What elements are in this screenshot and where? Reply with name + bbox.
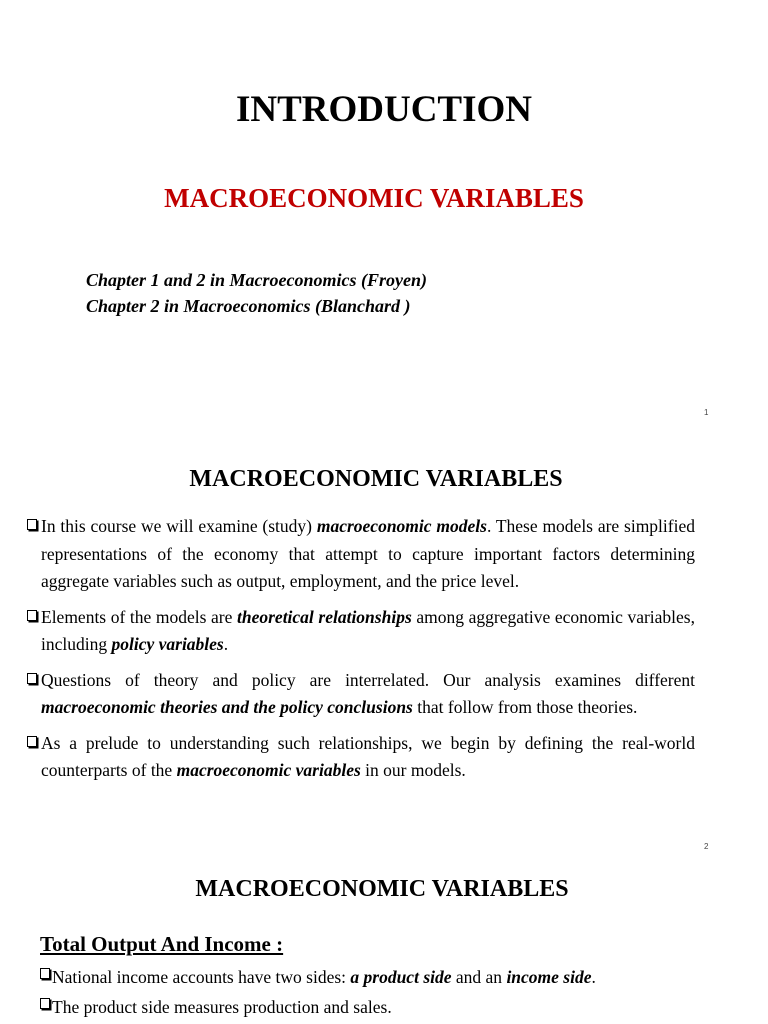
slide1-subtitle: MACROECONOMIC VARIABLES — [164, 183, 584, 213]
list-item: Elements of the models are theoretical relationships among aggregative economic variables, including policy variables. — [27, 604, 695, 659]
checkbox-bullet-icon — [27, 673, 37, 684]
section-heading: Total Output And Income : — [40, 932, 284, 956]
page-number-2: 2 — [704, 842, 709, 851]
slide3-bullet-list — [40, 962, 740, 1022]
page-number-1: 1 — [704, 408, 709, 417]
checkbox-bullet-icon — [40, 998, 50, 1009]
reference-froyen: Chapter 1 and 2 in Macroeconomics (Froyen) — [86, 270, 428, 290]
slide3-title: MACROECONOMIC VARIABLES — [195, 876, 569, 902]
checkbox-bullet-icon — [27, 610, 37, 621]
checkbox-bullet-icon — [27, 519, 37, 530]
list-item: In this course we will examine (study) macroeconomic models. These models are simplified representations of the economy that attempt to capture important factors determining aggregate variables such as output, employment, and the price level. — [27, 513, 695, 596]
list-item: National income accounts have two sides: a product side and an income side. — [40, 962, 740, 992]
checkbox-bullet-icon — [40, 968, 50, 979]
slide1-title: INTRODUCTION — [235, 89, 533, 130]
list-item: As a prelude to understanding such relationships, we begin by defining the real-world counterparts of the macroeconomic variables in our models. — [27, 730, 695, 785]
slide2-title: MACROECONOMIC VARIABLES — [189, 466, 563, 492]
checkbox-bullet-icon — [27, 736, 37, 747]
slide2-bullet-list — [27, 513, 695, 793]
reference-blanchard: Chapter 2 in Macroeconomics (Blanchard ) — [86, 296, 411, 316]
list-item: Questions of theory and policy are interrelated. Our analysis examines different macroeconomic theories and the policy conclusions that follow from those theories. — [27, 667, 695, 722]
list-item: The product side measures production and sales. — [40, 992, 740, 1022]
